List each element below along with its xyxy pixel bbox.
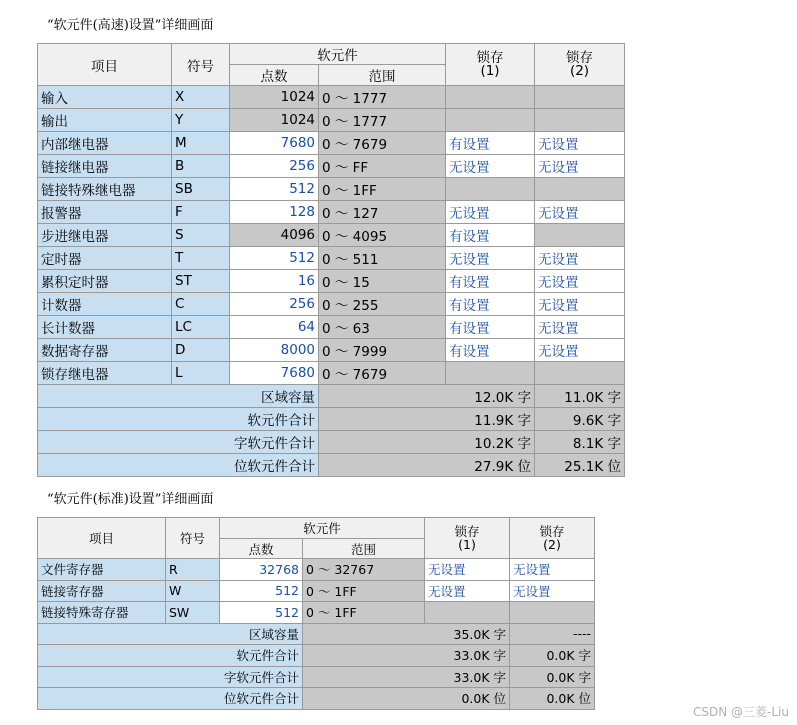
- points-field[interactable]: 8000: [230, 339, 319, 362]
- latch1-select[interactable]: 无设置: [446, 247, 535, 270]
- summary-value-1: 12.0K 字: [319, 385, 535, 408]
- summary-row: [38, 623, 595, 645]
- device-symbol: LC: [172, 316, 230, 339]
- summary-value-1: 35.0K 字: [303, 623, 510, 645]
- header-item: 项目: [38, 518, 166, 559]
- summary-value-1: 33.0K 字: [303, 645, 510, 667]
- latch2-select[interactable]: 无设置: [535, 293, 625, 316]
- device-row: [38, 270, 625, 293]
- header-symbol: 符号: [166, 518, 220, 559]
- latch1-select: [446, 178, 535, 201]
- summary-row: [38, 385, 625, 408]
- header-latch2: 锁存 (2): [510, 518, 595, 559]
- device-symbol: X: [172, 86, 230, 109]
- range-value: 0 ～ 7679: [319, 362, 446, 385]
- summary-value-2: 11.0K 字: [535, 385, 625, 408]
- summary-value-2: 9.6K 字: [535, 408, 625, 431]
- points-field[interactable]: 512: [220, 580, 303, 602]
- range-value: 0 ～ FF: [319, 155, 446, 178]
- latch1-select: [446, 109, 535, 132]
- device-name: 链接继电器: [38, 155, 172, 178]
- points-field: 4096: [230, 224, 319, 247]
- latch2-select[interactable]: 无设置: [535, 201, 625, 224]
- points-field[interactable]: 7680: [230, 362, 319, 385]
- range-value: 0 ～ 1FF: [303, 580, 425, 602]
- device-symbol: S: [172, 224, 230, 247]
- latch1-select[interactable]: 有设置: [446, 293, 535, 316]
- points-field[interactable]: 128: [230, 201, 319, 224]
- points-field[interactable]: 64: [230, 316, 319, 339]
- header-range: 范围: [319, 65, 446, 86]
- latch2-select: [535, 86, 625, 109]
- summary-label: 区域容量: [38, 385, 319, 408]
- summary-value-2: ----: [510, 623, 595, 645]
- range-value: 0 ～ 511: [319, 247, 446, 270]
- range-value: 0 ～ 1777: [319, 86, 446, 109]
- device-name: 链接特殊寄存器: [38, 602, 166, 624]
- device-row: [38, 86, 625, 109]
- summary-value-1: 11.9K 字: [319, 408, 535, 431]
- points-field: 1024: [230, 86, 319, 109]
- section2-title: “软元件(标准)设置”详细画面: [47, 492, 214, 507]
- summary-value-2: 0.0K 位: [510, 688, 595, 710]
- device-name: 数据寄存器: [38, 339, 172, 362]
- summary-row: [38, 688, 595, 710]
- device-name: 文件寄存器: [38, 559, 166, 581]
- device-name: 链接特殊继电器: [38, 178, 172, 201]
- device-row: [38, 155, 625, 178]
- device-symbol: ST: [172, 270, 230, 293]
- range-value: 0 ～ 63: [319, 316, 446, 339]
- device-symbol: L: [172, 362, 230, 385]
- latch2-select: [510, 602, 595, 624]
- range-value: 0 ～ 32767: [303, 559, 425, 581]
- device-row: [38, 178, 625, 201]
- high-speed-device-table: [37, 43, 625, 477]
- range-value: 0 ～ 1FF: [319, 178, 446, 201]
- device-row: [38, 109, 625, 132]
- summary-row: [38, 645, 595, 667]
- summary-row: [38, 666, 595, 688]
- device-symbol: F: [172, 201, 230, 224]
- latch1-select[interactable]: 无设置: [446, 201, 535, 224]
- summary-label: 字软元件合计: [38, 666, 303, 688]
- device-symbol: W: [166, 580, 220, 602]
- header-latch1: 锁存 (1): [446, 44, 535, 86]
- latch2-select[interactable]: 无设置: [535, 316, 625, 339]
- points-field[interactable]: 512: [230, 178, 319, 201]
- summary-row: [38, 408, 625, 431]
- range-value: 0 ～ 15: [319, 270, 446, 293]
- standard-device-table: [37, 517, 595, 710]
- device-name: 计数器: [38, 293, 172, 316]
- header-latch2: 锁存 (2): [535, 44, 625, 86]
- summary-value-1: 10.2K 字: [319, 431, 535, 454]
- device-name: 定时器: [38, 247, 172, 270]
- device-name: 输出: [38, 109, 172, 132]
- device-symbol: T: [172, 247, 230, 270]
- summary-value-2: 0.0K 字: [510, 645, 595, 667]
- section1-title: “软元件(高速)设置”详细画面: [47, 18, 214, 33]
- device-row: [38, 559, 595, 581]
- points-field[interactable]: 512: [230, 247, 319, 270]
- device-name: 累积定时器: [38, 270, 172, 293]
- device-row: [38, 339, 625, 362]
- summary-label: 软元件合计: [38, 408, 319, 431]
- device-row: [38, 201, 625, 224]
- latch1-select[interactable]: 无设置: [425, 580, 510, 602]
- header-range: 范围: [303, 539, 425, 559]
- summary-row: [38, 454, 625, 477]
- header-latch1: 锁存 (1): [425, 518, 510, 559]
- latch2-select[interactable]: 无设置: [535, 155, 625, 178]
- latch1-select[interactable]: 有设置: [446, 132, 535, 155]
- latch2-select[interactable]: 无设置: [535, 247, 625, 270]
- latch2-select[interactable]: 无设置: [535, 270, 625, 293]
- device-symbol: B: [172, 155, 230, 178]
- device-row: [38, 602, 595, 624]
- device-row: [38, 132, 625, 155]
- device-symbol: SB: [172, 178, 230, 201]
- range-value: 0 ～ 127: [319, 201, 446, 224]
- summary-label: 字软元件合计: [38, 431, 319, 454]
- points-field[interactable]: 7680: [230, 132, 319, 155]
- device-symbol: M: [172, 132, 230, 155]
- latch1-select[interactable]: 有设置: [446, 224, 535, 247]
- device-symbol: C: [172, 293, 230, 316]
- latch1-select: [425, 602, 510, 624]
- summary-value-2: 8.1K 字: [535, 431, 625, 454]
- summary-label: 位软元件合计: [38, 454, 319, 477]
- summary-value-2: 25.1K 位: [535, 454, 625, 477]
- device-row: [38, 247, 625, 270]
- points-field[interactable]: 16: [230, 270, 319, 293]
- summary-label: 位软元件合计: [38, 688, 303, 710]
- points-field[interactable]: 256: [230, 293, 319, 316]
- range-value: 0 ～ 7999: [319, 339, 446, 362]
- summary-value-1: 27.9K 位: [319, 454, 535, 477]
- latch1-select[interactable]: 无设置: [425, 559, 510, 581]
- latch1-select[interactable]: 有设置: [446, 270, 535, 293]
- header-device: 软元件: [230, 44, 446, 65]
- header-device: 软元件: [220, 518, 425, 539]
- latch2-select: [535, 362, 625, 385]
- device-row: [38, 362, 625, 385]
- device-name: 步进继电器: [38, 224, 172, 247]
- latch2-select[interactable]: 无设置: [510, 559, 595, 581]
- header-item: 项目: [38, 44, 172, 86]
- device-symbol: SW: [166, 602, 220, 624]
- header-points: 点数: [220, 539, 303, 559]
- summary-value-1: 0.0K 位: [303, 688, 510, 710]
- device-symbol: Y: [172, 109, 230, 132]
- latch1-select[interactable]: 有设置: [446, 316, 535, 339]
- device-name: 长计数器: [38, 316, 172, 339]
- header-points: 点数: [230, 65, 319, 86]
- summary-value-1: 33.0K 字: [303, 666, 510, 688]
- latch1-select[interactable]: 有设置: [446, 339, 535, 362]
- summary-label: 区域容量: [38, 623, 303, 645]
- device-name: 内部继电器: [38, 132, 172, 155]
- latch1-select[interactable]: 无设置: [446, 155, 535, 178]
- range-value: 0 ～ 7679: [319, 132, 446, 155]
- device-symbol: R: [166, 559, 220, 581]
- device-name: 输入: [38, 86, 172, 109]
- device-row: [38, 224, 625, 247]
- summary-label: 软元件合计: [38, 645, 303, 667]
- latch2-select: [535, 109, 625, 132]
- latch1-select: [446, 86, 535, 109]
- device-row: [38, 316, 625, 339]
- points-field[interactable]: 512: [220, 602, 303, 624]
- latch2-select: [535, 178, 625, 201]
- range-value: 0 ～ 1777: [319, 109, 446, 132]
- watermark: CSDN @三菱-Liu: [693, 705, 789, 719]
- latch2-select: [535, 224, 625, 247]
- latch2-select[interactable]: 无设置: [535, 339, 625, 362]
- device-name: 锁存继电器: [38, 362, 172, 385]
- device-row: [38, 580, 595, 602]
- device-row: [38, 293, 625, 316]
- latch1-select: [446, 362, 535, 385]
- range-value: 0 ～ 255: [319, 293, 446, 316]
- points-field[interactable]: 32768: [220, 559, 303, 581]
- summary-row: [38, 431, 625, 454]
- latch2-select[interactable]: 无设置: [510, 580, 595, 602]
- points-field: 1024: [230, 109, 319, 132]
- header-symbol: 符号: [172, 44, 230, 86]
- summary-value-2: 0.0K 字: [510, 666, 595, 688]
- device-symbol: D: [172, 339, 230, 362]
- latch2-select[interactable]: 无设置: [535, 132, 625, 155]
- range-value: 0 ～ 1FF: [303, 602, 425, 624]
- device-name: 报警器: [38, 201, 172, 224]
- points-field[interactable]: 256: [230, 155, 319, 178]
- device-name: 链接寄存器: [38, 580, 166, 602]
- range-value: 0 ～ 4095: [319, 224, 446, 247]
